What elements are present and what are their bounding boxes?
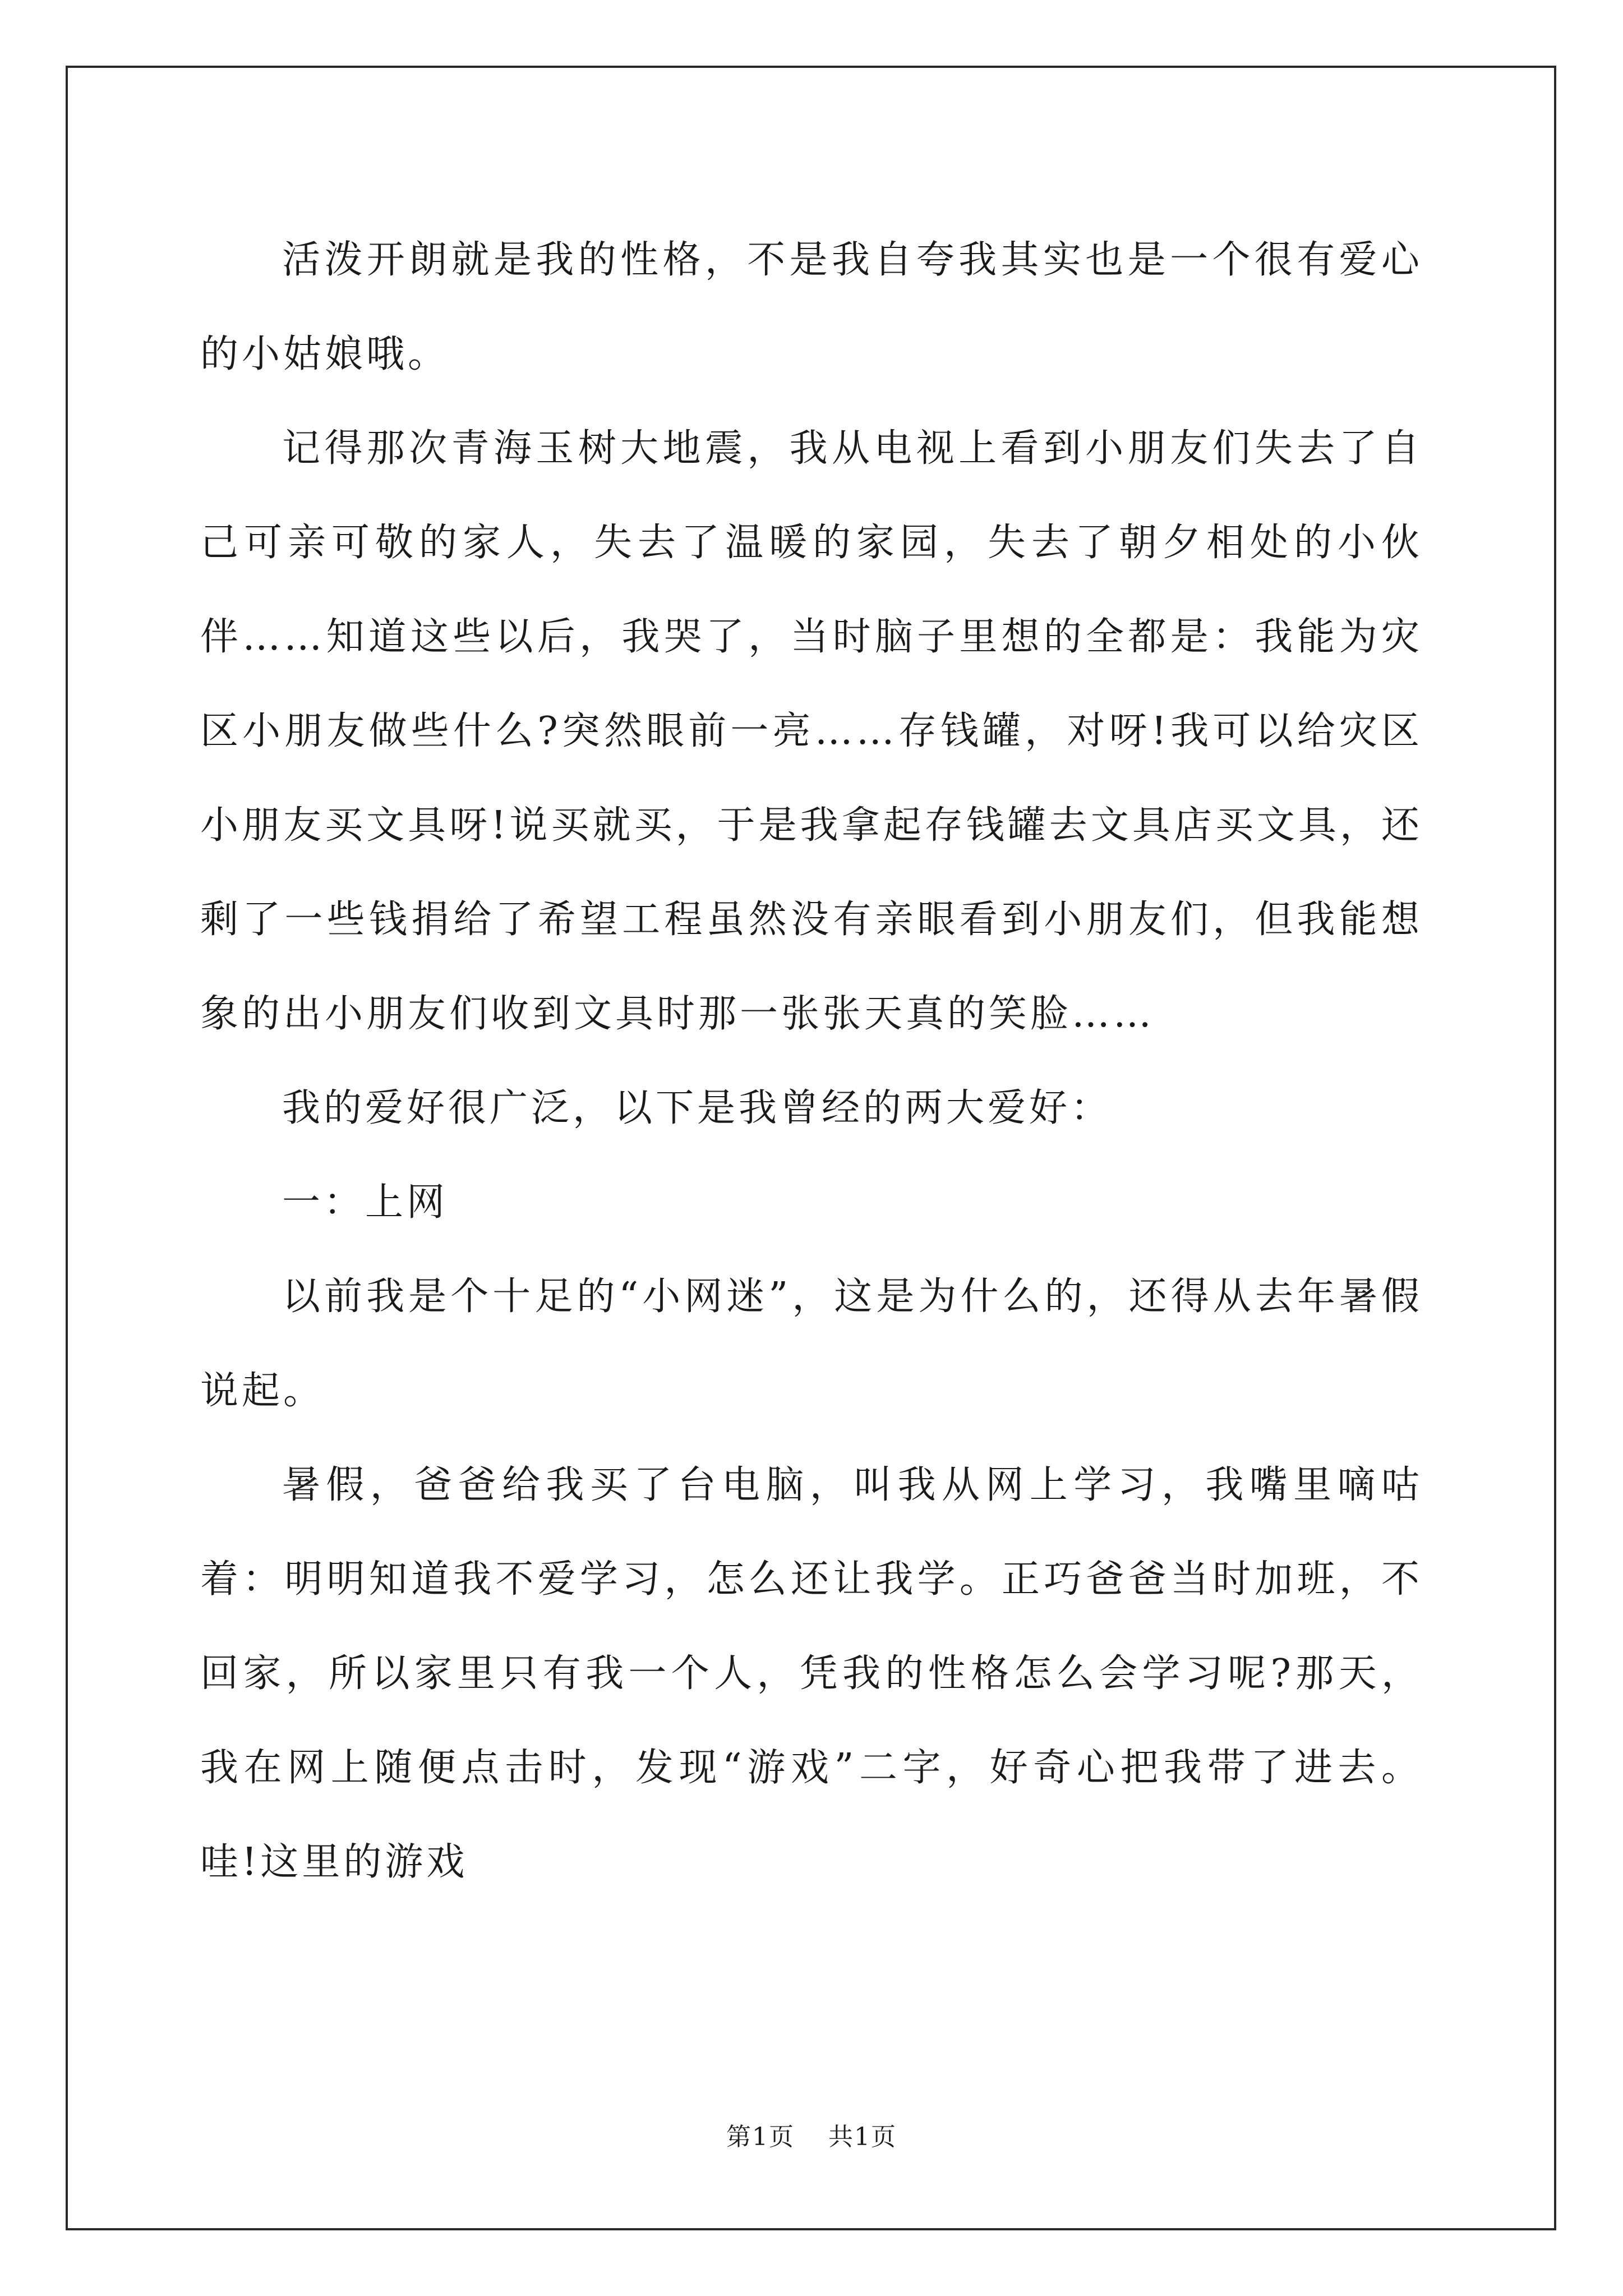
paragraph: 我的爱好很广泛，以下是我曾经的两大爱好： [282, 1086, 1113, 1130]
page-number: 第1页 [726, 2123, 795, 2151]
paragraph: 记得那次青海玉树大地震，我从电视上看到小朋友们失去了自己可亲可敬的家人，失去了温暖的家园，失去了朝夕相处的小伙伴……知道这些以后，我哭了，当时脑子里想的全都是：我能为灾区小朋友做些什么?突然眼前一亮……存钱罐，对呀!我可以给灾区小朋友买文具呀!说买就买，于是我拿起存钱罐去文具店买文具，还剩了一些钱捐给了希望工程虽然没有亲眼看到小朋友们，但我能想象的出小朋友们收到文具时那一张张天真的笑脸…… [200, 426, 1423, 1036]
page-total: 共1页 [828, 2123, 897, 2151]
paragraph: 以前我是个十足的“小网迷”，这是为什么的，还得从去年暑假说起。 [200, 1274, 1423, 1413]
paragraph: 活泼开朗就是我的性格，不是我自夸我其实也是一个很有爱心的小姑娘哦。 [200, 238, 1423, 376]
page-footer [0, 2120, 1623, 2154]
paragraph: 暑假，爸爸给我买了台电脑，叫我从网上学习，我嘴里嘀咕着：明明知道我不爱学习，怎么还让我学。正巧爸爸当时加班，不回家，所以家里只有我一个人，凭我的性格怎么会学习呢?那天，我在网上随便点击时，发现“游戏”二字，好奇心把我带了进去。哇!这里的游戏 [200, 1463, 1423, 1884]
document-body [200, 213, 1423, 1910]
section-heading: 一：上网 [282, 1180, 449, 1225]
